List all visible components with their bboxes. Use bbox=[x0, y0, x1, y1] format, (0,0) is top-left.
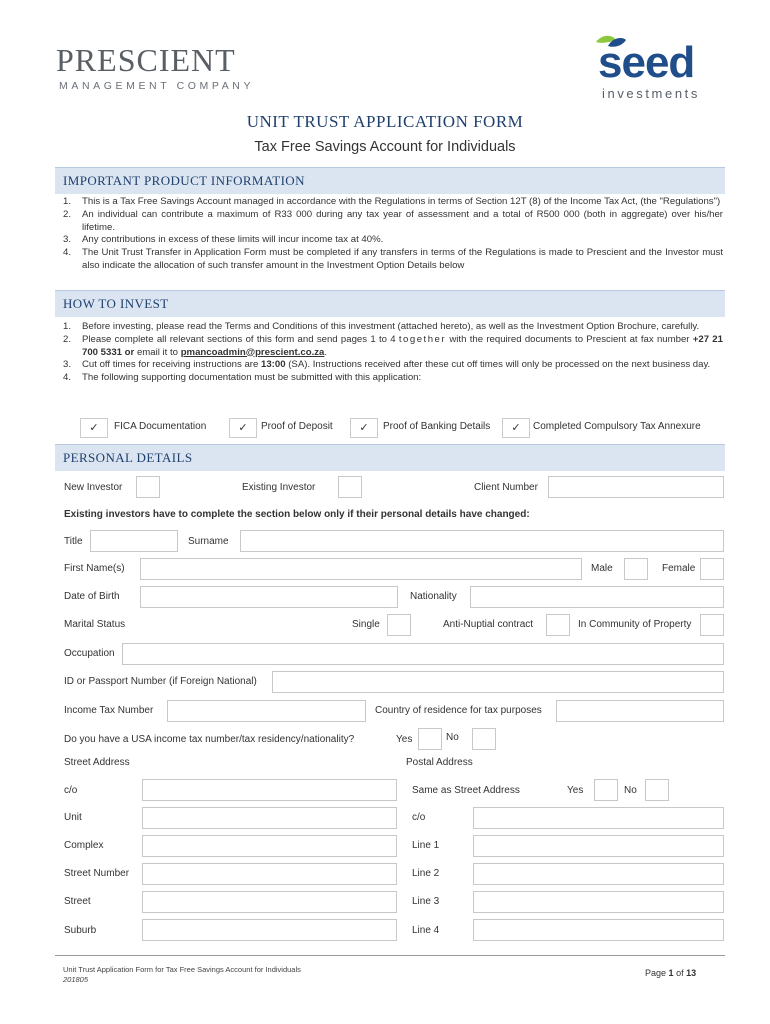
section-heading: HOW TO INVEST bbox=[63, 296, 169, 311]
id-passport-input[interactable] bbox=[272, 671, 724, 693]
list-item: 3. Any contributions in excess of these limits will incur income tax at 40%. bbox=[63, 234, 384, 246]
proof-of-banking-checkbox[interactable]: ✓ bbox=[350, 418, 378, 438]
postal-co-label: c/o bbox=[412, 812, 426, 823]
income-tax-number-label: Income Tax Number bbox=[64, 705, 154, 716]
female-checkbox[interactable] bbox=[700, 558, 724, 580]
usa-no-checkbox[interactable] bbox=[472, 728, 496, 750]
client-number-input[interactable] bbox=[548, 476, 724, 498]
email-link[interactable]: pmancoadmin@prescient.co.za bbox=[180, 346, 325, 358]
form-title: UNIT TRUST APPLICATION FORM bbox=[246, 112, 524, 131]
nationality-input[interactable] bbox=[470, 586, 724, 608]
line2-input[interactable] bbox=[473, 863, 724, 885]
surname-input[interactable] bbox=[240, 530, 724, 552]
suburb-label: Suburb bbox=[64, 925, 97, 936]
section-important-info bbox=[55, 167, 725, 194]
list-item: 2. An individual can contribute a maximum of R33 000 during any tax year of assessment and a total of R500 000 (both in aggregate) over his/her lifetime. bbox=[63, 208, 723, 233]
street-number-input[interactable] bbox=[142, 863, 397, 885]
section-heading: IMPORTANT PRODUCT INFORMATION bbox=[63, 173, 305, 188]
dob-label: Date of Birth bbox=[64, 591, 120, 602]
single-label: Single bbox=[352, 619, 380, 630]
list-item: 4. The following supporting documentation must be submitted with this application: bbox=[63, 372, 422, 384]
important-list bbox=[63, 196, 723, 273]
dob-input[interactable] bbox=[140, 586, 398, 608]
surname-label: Surname bbox=[188, 536, 229, 547]
list-item: 1. This is a Tax Free Savings Account managed in accordance with the Regulations in terms of Section 12T (8) of the Income Tax Act, (the "Regulations") bbox=[63, 196, 721, 207]
tax-annexure-label: Completed Compulsory Tax Annexure bbox=[533, 421, 701, 432]
page-number: Page 1 of 13 bbox=[645, 968, 697, 978]
existing-investor-checkbox[interactable] bbox=[338, 476, 362, 498]
line1-label: Line 1 bbox=[412, 840, 440, 851]
prescient-logo: PRESCIENT bbox=[56, 42, 236, 78]
unit-input[interactable] bbox=[142, 807, 397, 829]
street-co-input[interactable] bbox=[142, 779, 397, 801]
proof-of-deposit-label: Proof of Deposit bbox=[261, 421, 333, 432]
first-names-input[interactable] bbox=[140, 558, 582, 580]
nationality-label: Nationality bbox=[410, 591, 457, 602]
line1-input[interactable] bbox=[473, 835, 724, 857]
icop-label: In Community of Property bbox=[578, 619, 692, 630]
same-yes-checkbox[interactable] bbox=[594, 779, 618, 801]
list-item: 4. The Unit Trust Transfer in Application Form must be completed if any transfers in terms of the Regulations is made to Prescient and the Investor must also indicate the allocation of such transfer amount in the Investment Option Details below bbox=[63, 247, 723, 271]
seed-logo-subtitle: investments bbox=[602, 86, 700, 101]
title-input[interactable] bbox=[90, 530, 178, 552]
section-heading: PERSONAL DETAILS bbox=[63, 450, 193, 465]
postal-address-heading: Postal Address bbox=[406, 757, 473, 768]
same-yes-label: Yes bbox=[567, 785, 584, 796]
proof-of-deposit-checkbox[interactable]: ✓ bbox=[229, 418, 257, 438]
proof-of-banking-label: Proof of Banking Details bbox=[383, 421, 491, 432]
first-names-label: First Name(s) bbox=[64, 563, 125, 574]
section-personal-details bbox=[55, 444, 725, 471]
same-no-label: No bbox=[624, 785, 637, 796]
anc-checkbox[interactable] bbox=[546, 614, 570, 636]
street-address-heading: Street Address bbox=[64, 757, 130, 768]
line3-label: Line 3 bbox=[412, 896, 440, 907]
title-label: Title bbox=[64, 536, 83, 547]
form-subtitle: Tax Free Savings Account for Individuals bbox=[254, 139, 516, 155]
line2-label: Line 2 bbox=[412, 868, 440, 879]
complex-input[interactable] bbox=[142, 835, 397, 857]
existing-investor-note: Existing investors have to complete the section below only if their personal details have changed: bbox=[64, 509, 530, 520]
id-passport-label: ID or Passport Number (if Foreign National) bbox=[64, 676, 257, 687]
street-co-label: c/o bbox=[64, 785, 78, 796]
male-label: Male bbox=[591, 563, 613, 574]
footer-form-name: Unit Trust Application Form for Tax Free Savings Account for Individuals bbox=[63, 965, 301, 974]
suburb-input[interactable] bbox=[142, 919, 397, 941]
occupation-input[interactable] bbox=[122, 643, 724, 665]
line3-input[interactable] bbox=[473, 891, 724, 913]
single-checkbox[interactable] bbox=[387, 614, 411, 636]
seed-logo: seed bbox=[598, 38, 695, 87]
footer-version: 201805 bbox=[63, 975, 89, 984]
fica-label: FICA Documentation bbox=[114, 421, 207, 432]
tax-annexure-checkbox[interactable]: ✓ bbox=[502, 418, 530, 438]
new-investor-checkbox[interactable] bbox=[136, 476, 160, 498]
list-item: 2. Please complete all relevant sections of this form and send pages 1 to 4 together with the required documents to Prescient at fax number +27 21 700 5331 or email it to pmancoadmin@prescient.co.za. bbox=[63, 333, 723, 358]
income-tax-number-input[interactable] bbox=[167, 700, 366, 722]
postal-co-input[interactable] bbox=[473, 807, 724, 829]
usa-yes-label: Yes bbox=[396, 734, 413, 745]
complex-label: Complex bbox=[64, 840, 104, 851]
usa-yes-checkbox[interactable] bbox=[418, 728, 442, 750]
new-investor-label: New Investor bbox=[64, 482, 123, 493]
occupation-label: Occupation bbox=[64, 648, 115, 659]
street-input[interactable] bbox=[142, 891, 397, 913]
line4-label: Line 4 bbox=[412, 925, 440, 936]
list-item: 3. Cut off times for receiving instructions are 13:00 (SA). Instructions received after these cut off times will only be processed on the next business day. bbox=[63, 359, 711, 371]
usa-question-label: Do you have a USA income tax number/tax residency/nationality? bbox=[64, 734, 355, 745]
country-tax-label: Country of residence for tax purposes bbox=[375, 705, 542, 716]
how-list bbox=[63, 321, 723, 385]
country-tax-input[interactable] bbox=[556, 700, 724, 722]
same-no-checkbox[interactable] bbox=[645, 779, 669, 801]
line4-input[interactable] bbox=[473, 919, 724, 941]
usa-no-label: No bbox=[446, 732, 459, 743]
street-number-label: Street Number bbox=[64, 868, 130, 879]
prescient-logo-subtitle: MANAGEMENT COMPANY bbox=[59, 80, 255, 92]
female-label: Female bbox=[662, 563, 696, 574]
existing-investor-label: Existing Investor bbox=[242, 482, 316, 493]
fica-checkbox[interactable]: ✓ bbox=[80, 418, 108, 438]
section-how-to-invest bbox=[55, 290, 725, 317]
icop-checkbox[interactable] bbox=[700, 614, 724, 636]
list-item: 1. Before investing, please read the Terms and Conditions of this investment (attached hereto), as well as the Investment Option Brochure, carefully. bbox=[63, 321, 700, 332]
same-as-street-label: Same as Street Address bbox=[412, 785, 520, 796]
unit-label: Unit bbox=[64, 812, 82, 823]
male-checkbox[interactable] bbox=[624, 558, 648, 580]
client-number-label: Client Number bbox=[474, 482, 538, 493]
marital-status-label: Marital Status bbox=[64, 619, 126, 630]
street-label: Street bbox=[64, 896, 91, 907]
footer-divider bbox=[55, 955, 725, 956]
anc-label: Anti-Nuptial contract bbox=[443, 619, 534, 630]
